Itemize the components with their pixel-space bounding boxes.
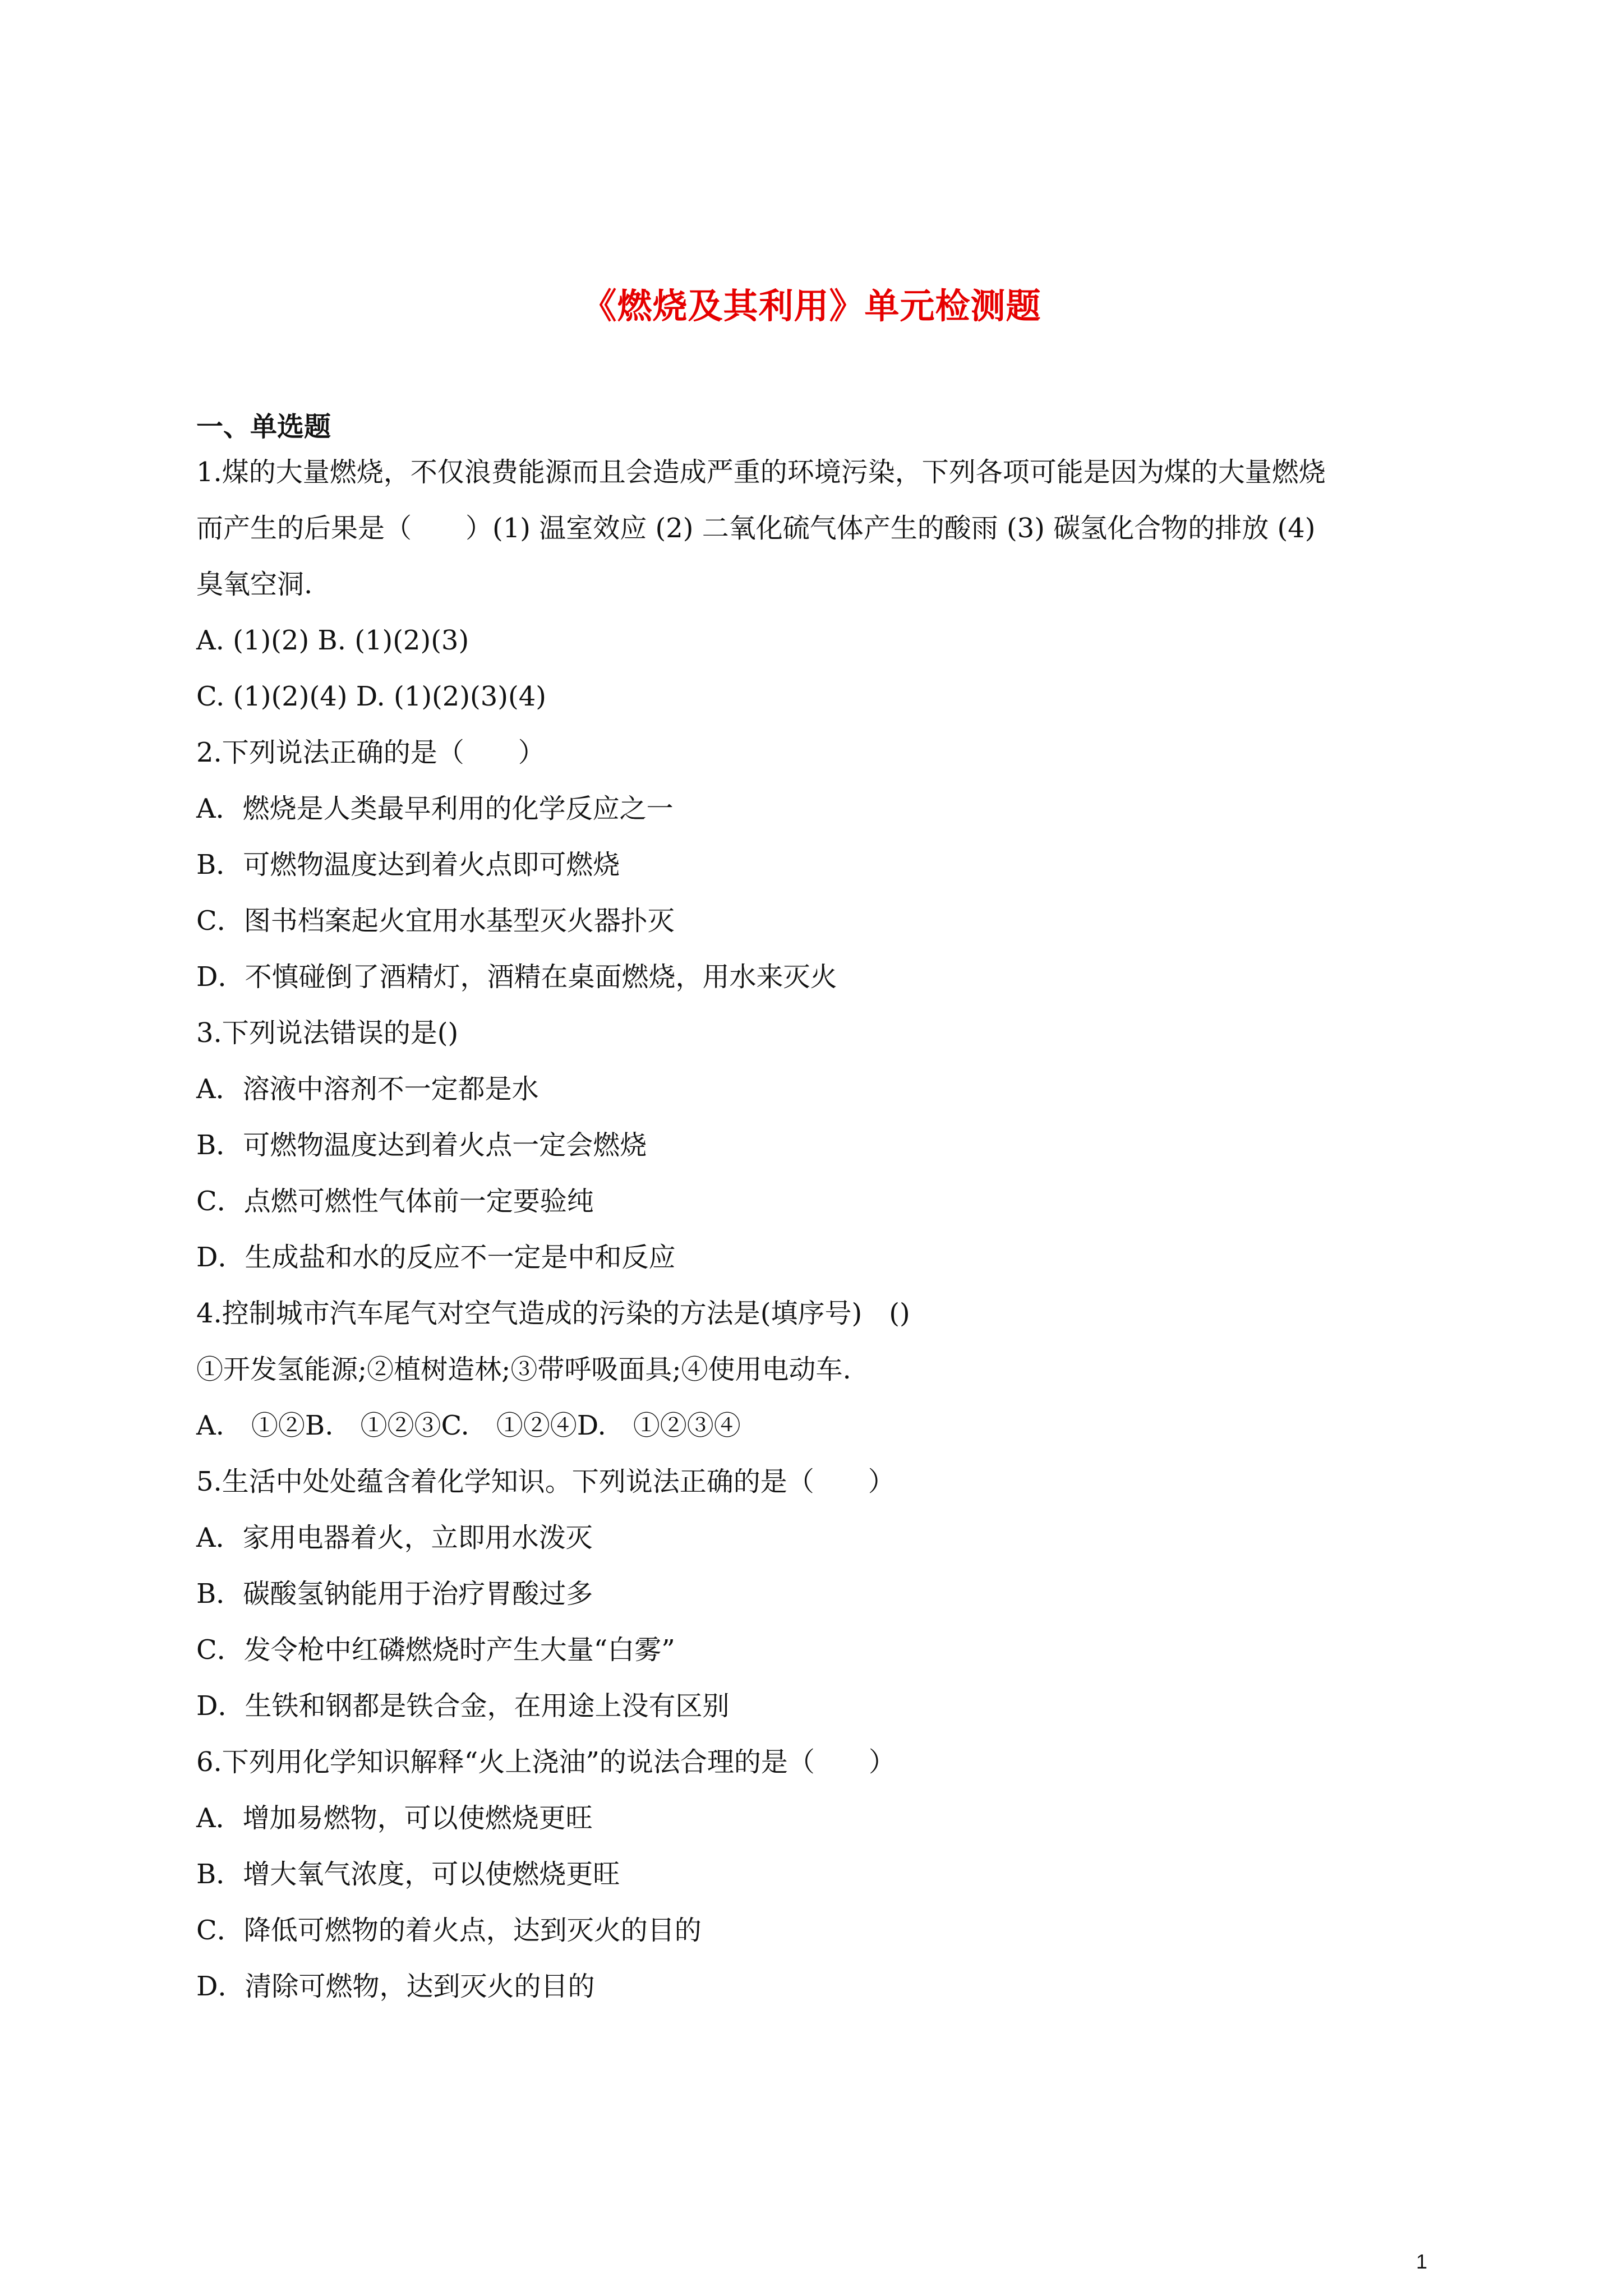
text-line: 6.下列用化学知识解释“火上浇油”的说法合理的是（ ）: [196, 1746, 896, 1778]
text-line: A．家用电器着火，立即用水泼灭: [196, 1522, 593, 1553]
text-line: A．溶液中溶剂不一定都是水: [196, 1073, 539, 1105]
text-line: D．不慎碰倒了酒精灯，酒精在桌面燃烧，用水来灭火: [196, 961, 837, 993]
text-line: 4.控制城市汽车尾气对空气造成的污染的方法是(填序号) (): [196, 1298, 910, 1329]
text-line: A. ①②B. ①②③C. ①②④D. ①②③④: [196, 1410, 741, 1441]
text-line: A．燃烧是人类最早利用的化学反应之一: [196, 793, 674, 824]
text-line: 5.生活中处处蕴含着化学知识。下列说法正确的是（ ）: [196, 1466, 895, 1497]
text-line: 1.煤的大量燃烧，不仅浪费能源而且会造成严重的环境污染，下列各项可能是因为煤的大量燃烧: [196, 457, 1326, 488]
text-line: 臭氧空洞.: [196, 569, 313, 600]
text-line: A. (1)(2) B. (1)(2)(3): [196, 625, 469, 656]
text-line: C．点燃可燃性气体前一定要验纯: [196, 1186, 594, 1217]
text-line: C. (1)(2)(4) D. (1)(2)(3)(4): [196, 681, 547, 712]
section-heading: 一、单选题: [196, 411, 331, 442]
text-line: B．碳酸氢钠能用于治疗胃酸过多: [196, 1578, 593, 1610]
text-line: B．增大氧气浓度，可以使燃烧更旺: [196, 1859, 620, 1890]
text-line: A．增加易燃物，可以使燃烧更旺: [196, 1802, 593, 1834]
text-line: C．降低可燃物的着火点，达到灭火的目的: [196, 1915, 702, 1946]
document-title: 《燃烧及其利用》单元检测题: [582, 285, 1041, 326]
text-line: 2.下列说法正确的是（ ）: [196, 737, 545, 768]
text-line: D．生铁和钢都是铁合金，在用途上没有区别: [196, 1690, 730, 1722]
text-line: B．可燃物温度达到着火点即可燃烧: [196, 849, 620, 880]
text-line: ①开发氢能源;②植树造林;③带呼吸面具;④使用电动车.: [196, 1354, 851, 1385]
page-number: 1: [1416, 2250, 1428, 2273]
text-line: C．图书档案起火宜用水基型灭火器扑灭: [196, 905, 675, 937]
text-line: D．生成盐和水的反应不一定是中和反应: [196, 1242, 676, 1273]
text-line: C．发令枪中红磷燃烧时产生大量“白雾”: [196, 1634, 675, 1666]
text-line: 3.下列说法错误的是(): [196, 1017, 459, 1049]
text-line: 而产生的后果是（ ）(1) 温室效应 (2) 二氧化硫气体产生的酸雨 (3) 碳氢化合物的排放 (4): [196, 513, 1316, 544]
text-line: B．可燃物温度达到着火点一定会燃烧: [196, 1129, 647, 1161]
text-line: D．清除可燃物，达到灭火的目的: [196, 1971, 595, 2002]
